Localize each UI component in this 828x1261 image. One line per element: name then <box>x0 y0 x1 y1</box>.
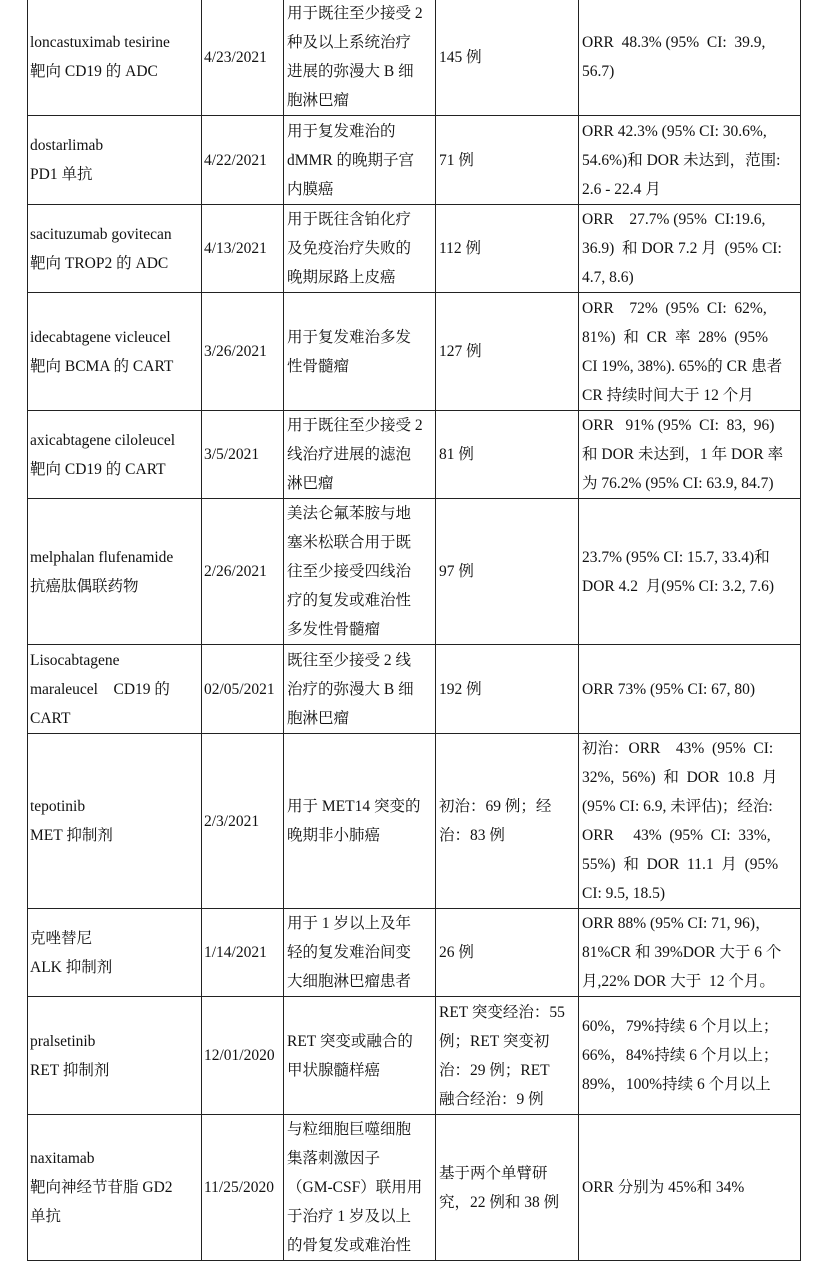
sample-size-cell <box>436 1115 579 1261</box>
sample-size-cell <box>436 734 579 909</box>
indication-cell <box>284 0 436 116</box>
cell-text-line: loncastuximab tesirine <box>30 34 170 51</box>
cell-text-line: 于治疗 1 岁及以上 <box>287 1208 412 1225</box>
cell-text-line: ORR 43% (95% CI: 33%, <box>582 827 771 844</box>
indication-cell <box>284 1115 436 1261</box>
indication-cell <box>284 997 436 1115</box>
cell-text-line: 112 例 <box>439 240 482 257</box>
efficacy-result-cell <box>579 411 801 499</box>
cell-text-line: 及免疫治疗失败的 <box>287 240 412 257</box>
approval-date-cell <box>202 411 284 499</box>
drug-name-cell <box>28 205 202 293</box>
cell-text-line: ORR 72% (95% CI: 62%, <box>582 299 767 317</box>
cell-text-line: ORR 分别为 45%和 34% <box>582 1179 745 1196</box>
approval-date-cell <box>202 997 284 1115</box>
table-row <box>28 645 801 734</box>
drug-name-cell <box>28 293 202 411</box>
cell-text-line: 145 例 <box>439 48 482 66</box>
sample-size-cell <box>436 116 579 205</box>
cell-text-line: 用于复发难治多发 <box>287 328 412 346</box>
cell-text-line: 进展的弥漫大 B 细 <box>287 63 414 80</box>
cell-text-line: CART <box>30 709 71 727</box>
cell-text-line: 66%，84%持续 6 个月以上； <box>582 1047 779 1064</box>
cell-text-line: ORR 88% (95% CI: 71, 96)， <box>582 915 771 932</box>
table-row <box>28 205 801 293</box>
cell-text-line: ORR 27.7% (95% CI:19.6, <box>582 211 766 228</box>
cell-text-line: 用于既往至少接受 2 <box>287 417 423 434</box>
cell-text-line: 2/3/2021 <box>204 812 260 830</box>
cell-text-line: 甲状腺髓样癌 <box>287 1061 381 1079</box>
cell-text-line: RET 突变经治：55 <box>439 1003 565 1021</box>
efficacy-result-cell <box>579 499 801 645</box>
cell-text-line: 02/05/2021 <box>204 680 275 698</box>
drug-name-cell <box>28 997 202 1115</box>
cell-text-line: axicabtagene ciloleucel <box>30 431 176 449</box>
cell-text-line: 32%, 56%) 和 DOR 10.8 月 <box>582 769 778 786</box>
drug-name-cell <box>28 0 202 116</box>
cell-text-line: ORR 42.3% (95% CI: 30.6%, <box>582 122 767 140</box>
indication-cell <box>284 116 436 205</box>
cell-text-line: 54.6%)和 DOR 未达到，范围: <box>582 151 781 169</box>
efficacy-result-cell <box>579 997 801 1115</box>
cell-text-line: 12/01/2020 <box>204 1047 275 1064</box>
cell-text-line: 究，22 例和 38 例 <box>439 1193 560 1211</box>
cell-text-line: ORR 73% (95% CI: 67, 80) <box>582 680 756 698</box>
cell-text-line: 为 76.2% (95% CI: 63.9, 84.7) <box>582 475 774 492</box>
cell-text-line: ORR 91% (95% CI: 83, 96) <box>582 417 775 434</box>
cell-text-line: 2/26/2021 <box>204 563 267 580</box>
cell-text-line: 用于既往含铂化疗 <box>287 211 412 228</box>
cell-text-line: melphalan flufenamide <box>30 548 174 566</box>
cell-text-line: 性骨髓瘤 <box>287 357 350 375</box>
cell-text-line: 和 DOR 未达到，1 年 DOR 率 <box>582 446 784 463</box>
cell-text-line: Lisocabtagene <box>30 651 120 669</box>
cell-text-line: (95% CI: 6.9, 未评估)；经治: <box>582 798 773 815</box>
cell-text-line: tepotinib <box>30 798 86 815</box>
cell-text-line: 89%，100%持续 6 个月以上 <box>582 1076 771 1093</box>
cell-text-line: 内膜癌 <box>287 180 334 198</box>
cell-text-line: 81 例 <box>439 446 474 463</box>
cell-text-line: 轻的复发难治间变 <box>287 944 412 961</box>
cell-text-line: 初治：ORR 43% (95% CI: <box>582 740 774 757</box>
cell-text-line: 23.7% (95% CI: 15.7, 33.4)和 <box>582 548 770 566</box>
cell-text-line: 3/26/2021 <box>204 343 267 360</box>
cell-text-line: CI 19%, 38%). 65%的 CR 患者 <box>582 357 783 375</box>
cell-text-line: RET 突变或融合的 <box>287 1032 413 1050</box>
cell-text-line: 初治：69 例；经 <box>439 798 552 815</box>
indication-cell <box>284 499 436 645</box>
efficacy-result-cell <box>579 293 801 411</box>
cell-text-line: naxitamab <box>30 1150 95 1167</box>
cell-text-line: CI: 9.5, 18.5) <box>582 885 666 902</box>
indication-cell <box>284 205 436 293</box>
approval-date-cell <box>202 499 284 645</box>
cell-text-line: 用于复发难治的 <box>287 122 396 140</box>
cell-text-line: 60%，79%持续 6 个月以上； <box>582 1018 779 1035</box>
cell-text-line: 4/13/2021 <box>204 240 267 257</box>
cell-text-line: 融合经治：9 例 <box>439 1090 544 1108</box>
cell-text-line: 晚期非小肺癌 <box>287 827 381 844</box>
sample-size-cell <box>436 293 579 411</box>
cell-text-line: 用于 1 岁以上及年 <box>287 915 412 932</box>
cell-text-line: 多发性骨髓瘤 <box>287 621 381 638</box>
approval-date-cell <box>202 1115 284 1261</box>
table-row <box>28 116 801 205</box>
cell-text-line: dMMR 的晚期子宫 <box>287 151 415 169</box>
cell-text-line: 56.7) <box>582 63 615 80</box>
efficacy-result-cell <box>579 645 801 734</box>
cell-text-line: 淋巴瘤 <box>287 475 334 492</box>
cell-text-line: 集落刺激因子 <box>287 1150 381 1167</box>
cell-text-line: 靶向 CD19 的 CART <box>30 460 166 478</box>
cell-text-line: PD1 单抗 <box>30 166 93 183</box>
approval-date-cell <box>202 293 284 411</box>
cell-text-line: 81%) 和 CR 率 28% (95% <box>582 328 768 346</box>
table-row <box>28 293 801 411</box>
cell-text-line: idecabtagene vicleucel <box>30 328 171 346</box>
sample-size-cell <box>436 205 579 293</box>
indication-cell <box>284 411 436 499</box>
drug-name-cell <box>28 499 202 645</box>
cell-text-line: 11/25/2020 <box>204 1179 275 1196</box>
approval-table <box>27 0 801 1261</box>
drug-name-cell <box>28 411 202 499</box>
cell-text-line: 月,22% DOR 大于 12 个月。 <box>582 973 775 990</box>
cell-text-line: 线治疗进展的滤泡 <box>287 446 412 463</box>
cell-text-line: 2.6 - 22.4 月 <box>582 180 661 198</box>
table-row <box>28 1115 801 1261</box>
table-row <box>28 499 801 645</box>
cell-text-line: 靶向 TROP2 的 ADC <box>30 254 169 272</box>
drug-name-cell <box>28 734 202 909</box>
cell-text-line: 治：83 例 <box>439 827 505 844</box>
sample-size-cell <box>436 0 579 116</box>
cell-text-line: CR 持续时间大于 12 个月 <box>582 386 754 404</box>
cell-text-line: 疗的复发或难治性 <box>287 592 412 609</box>
efficacy-result-cell <box>579 734 801 909</box>
sample-size-cell <box>436 997 579 1115</box>
approval-date-cell <box>202 116 284 205</box>
efficacy-result-cell <box>579 205 801 293</box>
efficacy-result-cell <box>579 909 801 997</box>
cell-text-line: 塞米松联合用于既 <box>287 534 412 551</box>
cell-text-line: 1/14/2021 <box>204 944 267 961</box>
table-row <box>28 997 801 1115</box>
drug-name-cell <box>28 645 202 734</box>
cell-text-line: ALK 抑制剂 <box>30 958 113 976</box>
sample-size-cell <box>436 411 579 499</box>
cell-text-line: maraleucel CD19 的 <box>30 680 170 698</box>
cell-text-line: dostarlimab <box>30 137 104 154</box>
table-body <box>28 0 801 1261</box>
drug-name-cell <box>28 1115 202 1261</box>
indication-cell <box>284 909 436 997</box>
cell-text-line: 往至少接受四线治 <box>287 563 412 580</box>
cell-text-line: 例；RET 突变初 <box>439 1032 550 1050</box>
cell-text-line: MET 抑制剂 <box>30 827 113 844</box>
indication-cell <box>284 293 436 411</box>
cell-text-line: 靶向神经节苷脂 GD2 <box>30 1179 173 1196</box>
approval-date-cell <box>202 205 284 293</box>
table-row <box>28 0 801 116</box>
sample-size-cell <box>436 645 579 734</box>
cell-text-line: 4.7, 8.6) <box>582 269 634 286</box>
cell-text-line: 3/5/2021 <box>204 446 260 463</box>
cell-text-line: 治：29 例；RET <box>439 1061 550 1079</box>
cell-text-line: 97 例 <box>439 563 474 580</box>
cell-text-line: ORR 48.3% (95% CI: 39.9, <box>582 34 766 51</box>
cell-text-line: 4/23/2021 <box>204 48 267 66</box>
cell-text-line: 26 例 <box>439 944 474 961</box>
indication-cell <box>284 645 436 734</box>
indication-cell <box>284 734 436 909</box>
cell-text-line: 种及以上系统治疗 <box>287 34 412 51</box>
efficacy-result-cell <box>579 116 801 205</box>
sample-size-cell <box>436 499 579 645</box>
sample-size-cell <box>436 909 579 997</box>
cell-text-line: 与粒细胞巨噬细胞 <box>287 1121 412 1138</box>
cell-text-line: sacituzumab govitecan <box>30 225 172 243</box>
cell-text-line: 胞淋巴瘤 <box>287 709 350 727</box>
cell-text-line: 127 例 <box>439 343 482 360</box>
cell-text-line: 胞淋巴瘤 <box>287 92 350 109</box>
cell-text-line: 单抗 <box>30 1208 62 1225</box>
cell-text-line: 81%CR 和 39%DOR 大于 6 个 <box>582 944 782 961</box>
cell-text-line: 抗癌肽偶联药物 <box>30 577 139 595</box>
cell-text-line: 用于 MET14 突变的 <box>287 798 421 815</box>
drug-name-cell <box>28 116 202 205</box>
drug-name-cell <box>28 909 202 997</box>
cell-text-line: 的骨复发或难治性 <box>287 1237 412 1254</box>
cell-text-line: 靶向 BCMA 的 CART <box>30 357 174 375</box>
cell-text-line: pralsetinib <box>30 1032 96 1050</box>
table-row <box>28 411 801 499</box>
efficacy-result-cell <box>579 0 801 116</box>
cell-text-line: 36.9) 和 DOR 7.2 月 (95% CI: <box>582 240 782 257</box>
table-row <box>28 734 801 909</box>
cell-text-line: 靶向 CD19 的 ADC <box>30 63 158 80</box>
cell-text-line: 71 例 <box>439 151 474 169</box>
cell-text-line: 大细胞淋巴瘤患者 <box>287 973 412 990</box>
cell-text-line: 55%) 和 DOR 11.1 月 (95% <box>582 856 779 873</box>
approval-date-cell <box>202 909 284 997</box>
cell-text-line: 美法仑氟苯胺与地 <box>287 505 412 522</box>
cell-text-line: RET 抑制剂 <box>30 1061 110 1079</box>
cell-text-line: DOR 4.2 月(95% CI: 3.2, 7.6) <box>582 577 775 595</box>
cell-text-line: 192 例 <box>439 680 482 698</box>
table-row <box>28 909 801 997</box>
cell-text-line: 既往至少接受 2 线 <box>287 651 412 669</box>
efficacy-result-cell <box>579 1115 801 1261</box>
approval-date-cell <box>202 734 284 909</box>
cell-text-line: （GM-CSF）联用用 <box>287 1179 423 1196</box>
cell-text-line: 晚期尿路上皮癌 <box>287 269 396 286</box>
cell-text-line: 治疗的弥漫大 B 细 <box>287 680 414 698</box>
approval-date-cell <box>202 645 284 734</box>
approval-date-cell <box>202 0 284 116</box>
cell-text-line: 4/22/2021 <box>204 151 267 169</box>
cell-text-line: 克唑替尼 <box>30 929 93 947</box>
cell-text-line: 用于既往至少接受 2 <box>287 5 423 22</box>
cell-text-line: 基于两个单臂研 <box>439 1164 548 1182</box>
